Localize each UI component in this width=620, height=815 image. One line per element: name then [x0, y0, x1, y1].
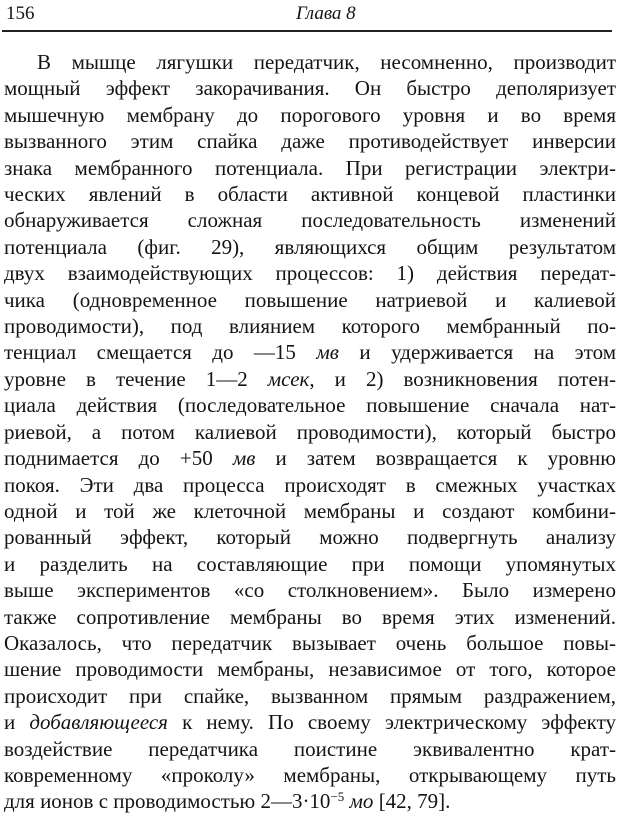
- text-line: [4, 551, 616, 577]
- italic-unit: добавляющееся: [29, 710, 168, 735]
- text-line: [4, 392, 616, 418]
- text-run: мышечную мембрану до порогового уровня и во время: [4, 102, 616, 127]
- text-run: одной и той же клеточной мембраны и создают комбини-: [4, 498, 616, 523]
- text-run: воздействие передатчика поистине эквивалентно крат-: [4, 736, 616, 761]
- text-line: [4, 313, 616, 339]
- text-run: циала действия (последовательное повышение сначала нат-: [4, 393, 616, 418]
- text-run: ческих явлений в области активной концевой пластинки: [4, 182, 616, 207]
- text-line: [4, 736, 616, 762]
- text-line: [4, 128, 616, 154]
- text-run: обнаруживается сложная последовательность изменений: [4, 208, 616, 233]
- text-run: Оказалось, что передатчик вызывает очень большое повы-: [4, 630, 616, 655]
- italic-unit: мв: [232, 446, 256, 471]
- text-run: к нему. По своему электрическому эффекту: [167, 710, 616, 735]
- text-line: [4, 419, 616, 445]
- italic-unit: мсек: [267, 366, 310, 391]
- text-line: [4, 287, 616, 313]
- text-run: мощный эффект закорачивания. Он быстро деполяризует: [4, 76, 616, 101]
- text-run: рованный эффект, который можно подвергнуть анализу: [4, 525, 616, 550]
- text-run: также сопротивление мембраны во время этих изменений.: [4, 604, 616, 629]
- text-line: [4, 604, 616, 630]
- text-run: покоя. Эти два процесса происходят в смежных участках: [4, 472, 616, 497]
- text-line: [4, 155, 616, 181]
- text-line: [4, 207, 616, 233]
- text-run: шение проводимости мембраны, независимое от того, которое: [4, 657, 616, 682]
- text-line: [4, 524, 616, 550]
- text-run: и разделить на составляющие при помощи упомянутых: [4, 551, 616, 576]
- text-line: [4, 788, 616, 814]
- text-run: уровне в течение 1—2: [4, 366, 268, 391]
- running-head: Глава 8: [296, 3, 356, 24]
- text-run: , и 2) возникновения потен-: [309, 366, 617, 391]
- text-run: и удерживается на этом: [338, 340, 616, 365]
- text-line: [4, 762, 616, 788]
- text-line: [4, 709, 616, 735]
- body-paragraph: [4, 49, 616, 815]
- text-run: В мышце лягушки передатчик, несомненно, производит: [37, 50, 616, 74]
- text-line: [4, 234, 616, 260]
- italic-unit: мо: [349, 789, 374, 814]
- text-line: [4, 339, 616, 365]
- text-run: выше экспериментов «со столкновением». Было измерено: [4, 578, 616, 603]
- text-line: [4, 656, 616, 682]
- text-run: и: [4, 710, 30, 735]
- text-run: вызванного этим спайка даже противодействует инверсии: [4, 129, 616, 154]
- header-rule: [2, 30, 612, 32]
- text-run: поднимается до +50: [4, 446, 233, 471]
- text-line: [4, 630, 616, 656]
- text-run: [42, 79].: [373, 789, 451, 814]
- text-run: чика (одновременное повышение натриевой и калиевой: [4, 287, 616, 312]
- text-run: потенциала (фиг. 29), являющихся общим результатом: [4, 234, 616, 259]
- text-line: [4, 260, 616, 286]
- text-line: [4, 445, 616, 471]
- text-line: [4, 577, 616, 603]
- superscript-exponent: −5: [330, 789, 345, 805]
- text-run: знака мембранного потенциала. При регистрации электри-: [4, 155, 616, 180]
- page-header: [6, 2, 610, 26]
- text-line: [4, 498, 616, 524]
- text-run: риевой, а потом калиевой проводимости), который быстро: [4, 419, 616, 444]
- page-number: 156: [6, 3, 35, 24]
- text-run: тенциал смещается до —15: [4, 340, 317, 365]
- text-line: [4, 102, 616, 128]
- text-line: [4, 75, 616, 101]
- text-run: и затем возвращается к уровню: [255, 446, 616, 471]
- text-line: [4, 472, 616, 498]
- text-line: [4, 683, 616, 709]
- text-run: для ионов с проводимостью 2—3·10: [4, 789, 331, 814]
- italic-unit: мв: [316, 340, 339, 365]
- text-run: двух взаимодействующих процессов: 1) действия передат-: [4, 261, 616, 286]
- text-run: ковременному «проколу» мембраны, открывающему путь: [4, 762, 616, 787]
- text-run: проводимости), под влиянием которого мембранный по-: [4, 314, 616, 339]
- text-line: [4, 366, 616, 392]
- text-line: [4, 49, 616, 75]
- text-run: происходит при спайке, вызванном прямым раздражением,: [4, 683, 616, 708]
- text-line: [4, 181, 616, 207]
